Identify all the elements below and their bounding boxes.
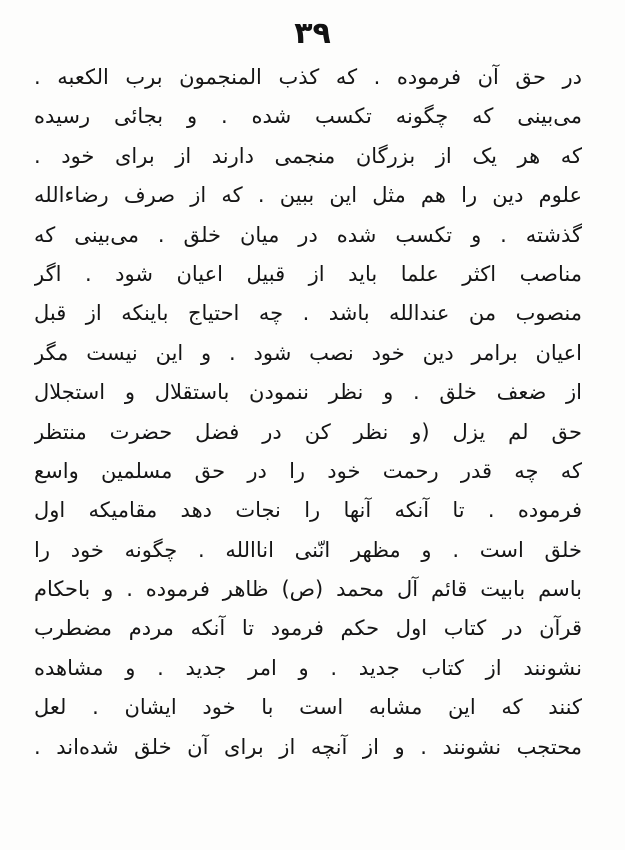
text-line: محتجب نشونند . و از آنچه از برای آن خلق شده‌اند . bbox=[34, 734, 582, 759]
text-line: اعیان برامر دین خود نصب شود . و این نیست مگر bbox=[34, 340, 582, 365]
text-line: نشونند از کتاب جدید . و امر جدید . و مشاهده bbox=[34, 655, 582, 680]
text-line: حق لم یزل (و نظر کن در فضل حضرت منتظر bbox=[34, 419, 582, 444]
text-line: که هر یک از بزرگان منجمی دارند از برای خود . bbox=[34, 143, 582, 168]
text-line: فرموده . تا آنکه آنها را نجات دهد مقامیکه اول bbox=[34, 498, 582, 523]
text-line: قرآن در کتاب اول حکم فرمود تا آنکه مردم مضطرب bbox=[34, 616, 582, 641]
text-line: که چه قدر رحمت خود را در حق مسلمین واسع bbox=[34, 458, 582, 483]
text-line: از ضعف خلق . و نظر ننمودن باستقلال و استجلال bbox=[34, 380, 582, 405]
body-text bbox=[34, 58, 582, 767]
text-line: گذشته . و تکسب شده در میان خلق . می‌بینی که bbox=[34, 222, 582, 247]
text-line: می‌بینی که چگونه تکسب شده . و بجائی رسیده bbox=[34, 104, 582, 129]
text-line: مناصب اکثر علما باید از قبیل اعیان شود . اگر bbox=[34, 261, 582, 286]
text-line: منصوب من عندالله باشد . چه احتیاج باینکه از قبل bbox=[34, 301, 582, 326]
text-line: باسم بابیت قائم آل محمد (ص) ظاهر فرموده . و باحکام bbox=[34, 577, 582, 602]
text-line: خلق است . و مظهر انّنی اناالله . چگونه خود را bbox=[34, 537, 582, 562]
page-number: ۳۹ bbox=[294, 16, 331, 51]
text-line: در حق آن فرموده . که کذب المنجمون برب الکعبه . bbox=[34, 65, 582, 89]
text-line: کنند که این مشابه است با خود ایشان . لعل bbox=[34, 695, 582, 720]
text-line: علوم دین را هم مثل این ببین . که از صرف رضاءالله bbox=[34, 183, 582, 208]
